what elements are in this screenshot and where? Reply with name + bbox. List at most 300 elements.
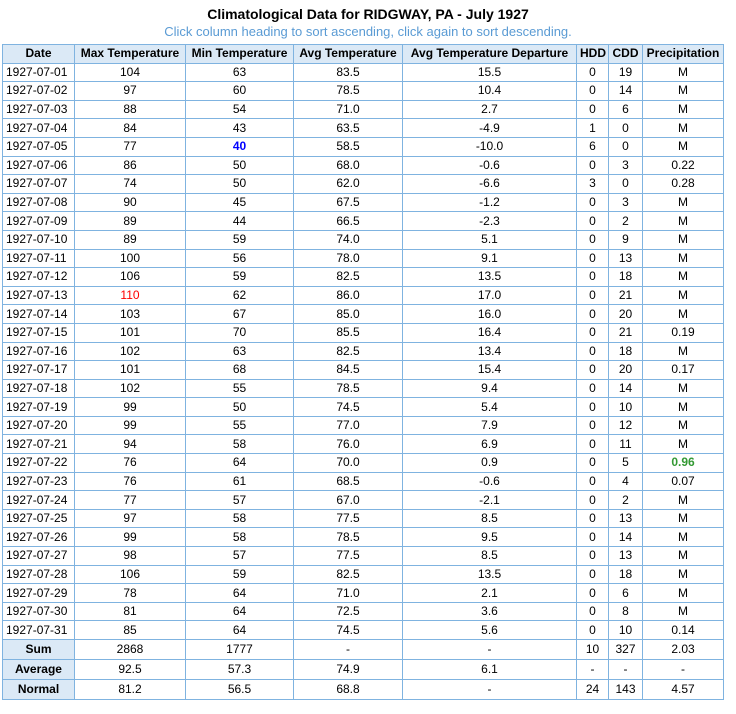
cell-avg-temperature-departure: 3.6 [403, 602, 577, 621]
cell-avg-temperature: 82.5 [294, 565, 403, 584]
cell-min-temperature: 59 [186, 565, 294, 584]
cell-avg-temperature: 76.0 [294, 435, 403, 454]
summary-cell-hdd: 10 [577, 640, 609, 660]
cell-min-temperature: 54 [186, 100, 294, 119]
summary-cell-min-temperature: 1777 [186, 640, 294, 660]
cell-cdd: 21 [609, 286, 643, 305]
cell-min-temperature: 60 [186, 82, 294, 101]
cell-hdd: 0 [577, 602, 609, 621]
cell-date: 1927-07-05 [3, 137, 75, 156]
cell-max-temperature: 76 [75, 454, 186, 473]
cell-date: 1927-07-27 [3, 547, 75, 566]
cell-date: 1927-07-26 [3, 528, 75, 547]
cell-hdd: 0 [577, 398, 609, 417]
table-row [3, 547, 724, 566]
cell-max-temperature: 104 [75, 63, 186, 82]
cell-avg-temperature: 86.0 [294, 286, 403, 305]
cell-avg-temperature: 74.5 [294, 398, 403, 417]
table-row [3, 305, 724, 324]
table-row [3, 230, 724, 249]
cell-cdd: 20 [609, 305, 643, 324]
summary-cell-max-temperature: 2868 [75, 640, 186, 660]
cell-precipitation: 0.19 [643, 323, 724, 342]
page-title: Climatological Data for RIDGWAY, PA - July 1927 [207, 6, 529, 22]
cell-date: 1927-07-09 [3, 212, 75, 231]
cell-hdd: 0 [577, 305, 609, 324]
cell-min-temperature: 59 [186, 230, 294, 249]
table-row [3, 398, 724, 417]
summary-cell-min-temperature: 57.3 [186, 660, 294, 680]
cell-avg-temperature: 85.0 [294, 305, 403, 324]
cell-date: 1927-07-07 [3, 175, 75, 194]
cell-hdd: 0 [577, 584, 609, 603]
cell-avg-temperature: 67.0 [294, 491, 403, 510]
cell-max-temperature: 78 [75, 584, 186, 603]
cell-min-temperature: 57 [186, 491, 294, 510]
cell-max-temperature: 77 [75, 491, 186, 510]
cell-avg-temperature-departure: 16.0 [403, 305, 577, 324]
cell-min-temperature: 45 [186, 193, 294, 212]
cell-cdd: 6 [609, 584, 643, 603]
cell-precipitation: M [643, 137, 724, 156]
cell-min-temperature: 55 [186, 416, 294, 435]
cell-max-temperature: 101 [75, 323, 186, 342]
table-row [3, 361, 724, 380]
cell-max-temperature: 94 [75, 435, 186, 454]
cell-cdd: 2 [609, 491, 643, 510]
cell-max-temperature: 77 [75, 137, 186, 156]
cell-cdd: 13 [609, 249, 643, 268]
cell-min-temperature: 62 [186, 286, 294, 305]
cell-cdd: 10 [609, 621, 643, 640]
cell-cdd: 19 [609, 63, 643, 82]
summary-cell-avg-temperature: 74.9 [294, 660, 403, 680]
cell-hdd: 0 [577, 379, 609, 398]
cell-avg-temperature: 82.5 [294, 342, 403, 361]
cell-date: 1927-07-04 [3, 119, 75, 138]
cell-avg-temperature-departure: 8.5 [403, 509, 577, 528]
cell-hdd: 0 [577, 454, 609, 473]
cell-date: 1927-07-01 [3, 63, 75, 82]
cell-max-temperature: 99 [75, 528, 186, 547]
cell-precipitation: M [643, 379, 724, 398]
cell-cdd: 13 [609, 547, 643, 566]
cell-avg-temperature: 74.0 [294, 230, 403, 249]
summary-label: Normal [3, 680, 75, 700]
cell-avg-temperature-departure: 5.6 [403, 621, 577, 640]
cell-hdd: 0 [577, 193, 609, 212]
cell-date: 1927-07-15 [3, 323, 75, 342]
cell-precipitation: M [643, 491, 724, 510]
column-header-max-temperature[interactable]: Max Temperature [75, 45, 186, 64]
cell-max-temperature: 106 [75, 268, 186, 287]
cell-min-temperature: 50 [186, 175, 294, 194]
summary-cell-max-temperature: 81.2 [75, 680, 186, 700]
cell-avg-temperature-departure: -0.6 [403, 472, 577, 491]
cell-precipitation: M [643, 212, 724, 231]
cell-min-temperature: 58 [186, 509, 294, 528]
cell-date: 1927-07-19 [3, 398, 75, 417]
cell-avg-temperature-departure: 13.4 [403, 342, 577, 361]
summary-cell-avg-temperature-departure: - [403, 640, 577, 660]
cell-precipitation: M [643, 547, 724, 566]
climate-data-table [2, 44, 724, 700]
cell-avg-temperature: 66.5 [294, 212, 403, 231]
cell-avg-temperature-departure: 2.1 [403, 584, 577, 603]
cell-precipitation: M [643, 584, 724, 603]
cell-date: 1927-07-25 [3, 509, 75, 528]
cell-hdd: 0 [577, 565, 609, 584]
table-row [3, 268, 724, 287]
cell-cdd: 14 [609, 528, 643, 547]
cell-date: 1927-07-02 [3, 82, 75, 101]
cell-hdd: 0 [577, 230, 609, 249]
cell-min-temperature: 64 [186, 454, 294, 473]
column-header-min-temperature[interactable]: Min Temperature [186, 45, 294, 64]
cell-date: 1927-07-28 [3, 565, 75, 584]
cell-precipitation: M [643, 249, 724, 268]
cell-cdd: 8 [609, 602, 643, 621]
cell-date: 1927-07-20 [3, 416, 75, 435]
cell-precipitation: 0.22 [643, 156, 724, 175]
cell-max-temperature: 102 [75, 342, 186, 361]
cell-avg-temperature: 74.5 [294, 621, 403, 640]
cell-max-temperature: 103 [75, 305, 186, 324]
cell-max-temperature: 100 [75, 249, 186, 268]
cell-avg-temperature-departure: 5.1 [403, 230, 577, 249]
cell-max-temperature: 110 [75, 286, 186, 305]
cell-precipitation: M [643, 230, 724, 249]
cell-avg-temperature-departure: 8.5 [403, 547, 577, 566]
cell-max-temperature: 97 [75, 82, 186, 101]
summary-cell-avg-temperature-departure: - [403, 680, 577, 700]
cell-min-temperature: 40 [186, 137, 294, 156]
cell-precipitation: M [643, 509, 724, 528]
cell-cdd: 3 [609, 156, 643, 175]
table-row [3, 323, 724, 342]
cell-cdd: 9 [609, 230, 643, 249]
cell-max-temperature: 101 [75, 361, 186, 380]
cell-precipitation: M [643, 305, 724, 324]
cell-date: 1927-07-16 [3, 342, 75, 361]
cell-avg-temperature: 77.0 [294, 416, 403, 435]
cell-min-temperature: 67 [186, 305, 294, 324]
cell-date: 1927-07-10 [3, 230, 75, 249]
cell-min-temperature: 44 [186, 212, 294, 231]
cell-avg-temperature-departure: -1.2 [403, 193, 577, 212]
cell-date: 1927-07-23 [3, 472, 75, 491]
cell-avg-temperature: 68.5 [294, 472, 403, 491]
cell-cdd: 13 [609, 509, 643, 528]
cell-precipitation: M [643, 602, 724, 621]
cell-avg-temperature: 63.5 [294, 119, 403, 138]
cell-max-temperature: 86 [75, 156, 186, 175]
summary-cell-avg-temperature: - [294, 640, 403, 660]
column-header-hdd[interactable]: HDD [577, 45, 609, 64]
cell-max-temperature: 89 [75, 230, 186, 249]
cell-hdd: 6 [577, 137, 609, 156]
cell-min-temperature: 64 [186, 584, 294, 603]
table-row [3, 249, 724, 268]
cell-avg-temperature-departure: 15.5 [403, 63, 577, 82]
summary-cell-cdd: 143 [609, 680, 643, 700]
cell-precipitation: 0.28 [643, 175, 724, 194]
summary-row-sum [3, 640, 724, 660]
cell-min-temperature: 56 [186, 249, 294, 268]
cell-cdd: 2 [609, 212, 643, 231]
table-row [3, 100, 724, 119]
cell-avg-temperature: 78.5 [294, 379, 403, 398]
cell-avg-temperature-departure: 5.4 [403, 398, 577, 417]
cell-avg-temperature: 84.5 [294, 361, 403, 380]
cell-date: 1927-07-29 [3, 584, 75, 603]
table-row [3, 435, 724, 454]
cell-date: 1927-07-13 [3, 286, 75, 305]
cell-date: 1927-07-30 [3, 602, 75, 621]
cell-min-temperature: 68 [186, 361, 294, 380]
cell-hdd: 0 [577, 286, 609, 305]
cell-date: 1927-07-14 [3, 305, 75, 324]
column-header-date[interactable]: Date [3, 45, 75, 64]
summary-cell-precipitation: 4.57 [643, 680, 724, 700]
cell-avg-temperature: 78.5 [294, 528, 403, 547]
cell-date: 1927-07-06 [3, 156, 75, 175]
cell-avg-temperature-departure: 17.0 [403, 286, 577, 305]
cell-avg-temperature: 77.5 [294, 547, 403, 566]
table-row [3, 509, 724, 528]
table-row [3, 472, 724, 491]
cell-hdd: 0 [577, 509, 609, 528]
table-row [3, 342, 724, 361]
table-row [3, 119, 724, 138]
table-row [3, 565, 724, 584]
cell-avg-temperature: 71.0 [294, 584, 403, 603]
column-header-avg-temperature-departure[interactable]: Avg Temperature Departure [403, 45, 577, 64]
summary-cell-precipitation: 2.03 [643, 640, 724, 660]
column-header-avg-temperature[interactable]: Avg Temperature [294, 45, 403, 64]
cell-max-temperature: 84 [75, 119, 186, 138]
cell-avg-temperature-departure: 0.9 [403, 454, 577, 473]
table-row [3, 156, 724, 175]
cell-precipitation: M [643, 435, 724, 454]
cell-avg-temperature-departure: 13.5 [403, 565, 577, 584]
cell-cdd: 0 [609, 175, 643, 194]
table-row [3, 528, 724, 547]
cell-avg-temperature-departure: -4.9 [403, 119, 577, 138]
cell-date: 1927-07-12 [3, 268, 75, 287]
cell-cdd: 18 [609, 342, 643, 361]
summary-cell-hdd: - [577, 660, 609, 680]
cell-avg-temperature-departure: 7.9 [403, 416, 577, 435]
cell-max-temperature: 106 [75, 565, 186, 584]
cell-precipitation: M [643, 63, 724, 82]
cell-precipitation: M [643, 119, 724, 138]
cell-avg-temperature: 58.5 [294, 137, 403, 156]
cell-min-temperature: 50 [186, 398, 294, 417]
cell-max-temperature: 90 [75, 193, 186, 212]
cell-date: 1927-07-03 [3, 100, 75, 119]
cell-max-temperature: 99 [75, 416, 186, 435]
summary-cell-cdd: - [609, 660, 643, 680]
header-row [3, 45, 724, 64]
cell-avg-temperature: 78.5 [294, 82, 403, 101]
cell-hdd: 0 [577, 323, 609, 342]
cell-min-temperature: 58 [186, 435, 294, 454]
cell-min-temperature: 70 [186, 323, 294, 342]
column-header-cdd[interactable]: CDD [609, 45, 643, 64]
table-row [3, 137, 724, 156]
cell-date: 1927-07-31 [3, 621, 75, 640]
table-row [3, 212, 724, 231]
summary-cell-min-temperature: 56.5 [186, 680, 294, 700]
cell-cdd: 11 [609, 435, 643, 454]
table-row [3, 175, 724, 194]
cell-cdd: 6 [609, 100, 643, 119]
cell-min-temperature: 64 [186, 602, 294, 621]
cell-precipitation: M [643, 286, 724, 305]
cell-avg-temperature-departure: -10.0 [403, 137, 577, 156]
cell-cdd: 10 [609, 398, 643, 417]
cell-avg-temperature: 68.0 [294, 156, 403, 175]
cell-cdd: 12 [609, 416, 643, 435]
cell-hdd: 0 [577, 82, 609, 101]
cell-hdd: 0 [577, 528, 609, 547]
cell-hdd: 0 [577, 472, 609, 491]
cell-min-temperature: 57 [186, 547, 294, 566]
cell-hdd: 0 [577, 212, 609, 231]
cell-hdd: 0 [577, 63, 609, 82]
table-row [3, 193, 724, 212]
cell-hdd: 3 [577, 175, 609, 194]
cell-precipitation: M [643, 82, 724, 101]
table-row [3, 602, 724, 621]
summary-label: Average [3, 660, 75, 680]
table-row [3, 621, 724, 640]
cell-avg-temperature: 71.0 [294, 100, 403, 119]
cell-avg-temperature-departure: 2.7 [403, 100, 577, 119]
cell-max-temperature: 88 [75, 100, 186, 119]
cell-max-temperature: 74 [75, 175, 186, 194]
cell-avg-temperature: 72.5 [294, 602, 403, 621]
cell-cdd: 21 [609, 323, 643, 342]
cell-precipitation: M [643, 268, 724, 287]
cell-precipitation: M [643, 528, 724, 547]
cell-avg-temperature: 67.5 [294, 193, 403, 212]
cell-cdd: 18 [609, 268, 643, 287]
cell-avg-temperature: 85.5 [294, 323, 403, 342]
table-row [3, 379, 724, 398]
cell-precipitation: 0.17 [643, 361, 724, 380]
cell-avg-temperature-departure: 16.4 [403, 323, 577, 342]
cell-avg-temperature-departure: 9.4 [403, 379, 577, 398]
cell-min-temperature: 63 [186, 63, 294, 82]
cell-avg-temperature: 83.5 [294, 63, 403, 82]
table-row [3, 82, 724, 101]
cell-precipitation: M [643, 398, 724, 417]
cell-hdd: 0 [577, 156, 609, 175]
summary-row-average [3, 660, 724, 680]
cell-avg-temperature: 70.0 [294, 454, 403, 473]
table-body [3, 63, 724, 639]
cell-min-temperature: 61 [186, 472, 294, 491]
table-row [3, 584, 724, 603]
summary-cell-avg-temperature-departure: 6.1 [403, 660, 577, 680]
cell-max-temperature: 76 [75, 472, 186, 491]
sort-instructions: Click column heading to sort ascending, click again to sort descending. [164, 24, 572, 39]
cell-avg-temperature-departure: -0.6 [403, 156, 577, 175]
cell-hdd: 0 [577, 249, 609, 268]
cell-hdd: 0 [577, 547, 609, 566]
cell-date: 1927-07-24 [3, 491, 75, 510]
cell-min-temperature: 43 [186, 119, 294, 138]
cell-hdd: 0 [577, 435, 609, 454]
cell-avg-temperature-departure: 15.4 [403, 361, 577, 380]
cell-precipitation: 0.14 [643, 621, 724, 640]
column-header-precipitation[interactable]: Precipitation [643, 45, 724, 64]
cell-avg-temperature-departure: 6.9 [403, 435, 577, 454]
summary-cell-max-temperature: 92.5 [75, 660, 186, 680]
table-row [3, 491, 724, 510]
cell-date: 1927-07-08 [3, 193, 75, 212]
cell-cdd: 14 [609, 379, 643, 398]
cell-max-temperature: 102 [75, 379, 186, 398]
cell-date: 1927-07-22 [3, 454, 75, 473]
cell-cdd: 0 [609, 119, 643, 138]
cell-date: 1927-07-17 [3, 361, 75, 380]
cell-hdd: 0 [577, 100, 609, 119]
cell-hdd: 0 [577, 361, 609, 380]
cell-avg-temperature-departure: -2.1 [403, 491, 577, 510]
cell-min-temperature: 58 [186, 528, 294, 547]
cell-avg-temperature: 78.0 [294, 249, 403, 268]
cell-cdd: 20 [609, 361, 643, 380]
summary-cell-cdd: 327 [609, 640, 643, 660]
summary-row-normal [3, 680, 724, 700]
cell-hdd: 0 [577, 621, 609, 640]
cell-min-temperature: 64 [186, 621, 294, 640]
cell-precipitation: M [643, 193, 724, 212]
cell-cdd: 5 [609, 454, 643, 473]
cell-precipitation: M [643, 100, 724, 119]
cell-min-temperature: 55 [186, 379, 294, 398]
cell-hdd: 0 [577, 342, 609, 361]
cell-avg-temperature: 62.0 [294, 175, 403, 194]
cell-date: 1927-07-18 [3, 379, 75, 398]
cell-cdd: 4 [609, 472, 643, 491]
summary-cell-precipitation: - [643, 660, 724, 680]
cell-max-temperature: 81 [75, 602, 186, 621]
cell-cdd: 3 [609, 193, 643, 212]
cell-precipitation: M [643, 342, 724, 361]
cell-precipitation: M [643, 565, 724, 584]
cell-avg-temperature-departure: -6.6 [403, 175, 577, 194]
cell-cdd: 18 [609, 565, 643, 584]
cell-min-temperature: 59 [186, 268, 294, 287]
cell-max-temperature: 99 [75, 398, 186, 417]
summary-body [3, 640, 724, 700]
cell-avg-temperature-departure: 9.1 [403, 249, 577, 268]
cell-hdd: 0 [577, 416, 609, 435]
cell-cdd: 14 [609, 82, 643, 101]
cell-avg-temperature: 82.5 [294, 268, 403, 287]
cell-cdd: 0 [609, 137, 643, 156]
cell-max-temperature: 97 [75, 509, 186, 528]
table-row [3, 416, 724, 435]
summary-cell-avg-temperature: 68.8 [294, 680, 403, 700]
table-row [3, 454, 724, 473]
summary-label: Sum [3, 640, 75, 660]
cell-precipitation: 0.96 [643, 454, 724, 473]
